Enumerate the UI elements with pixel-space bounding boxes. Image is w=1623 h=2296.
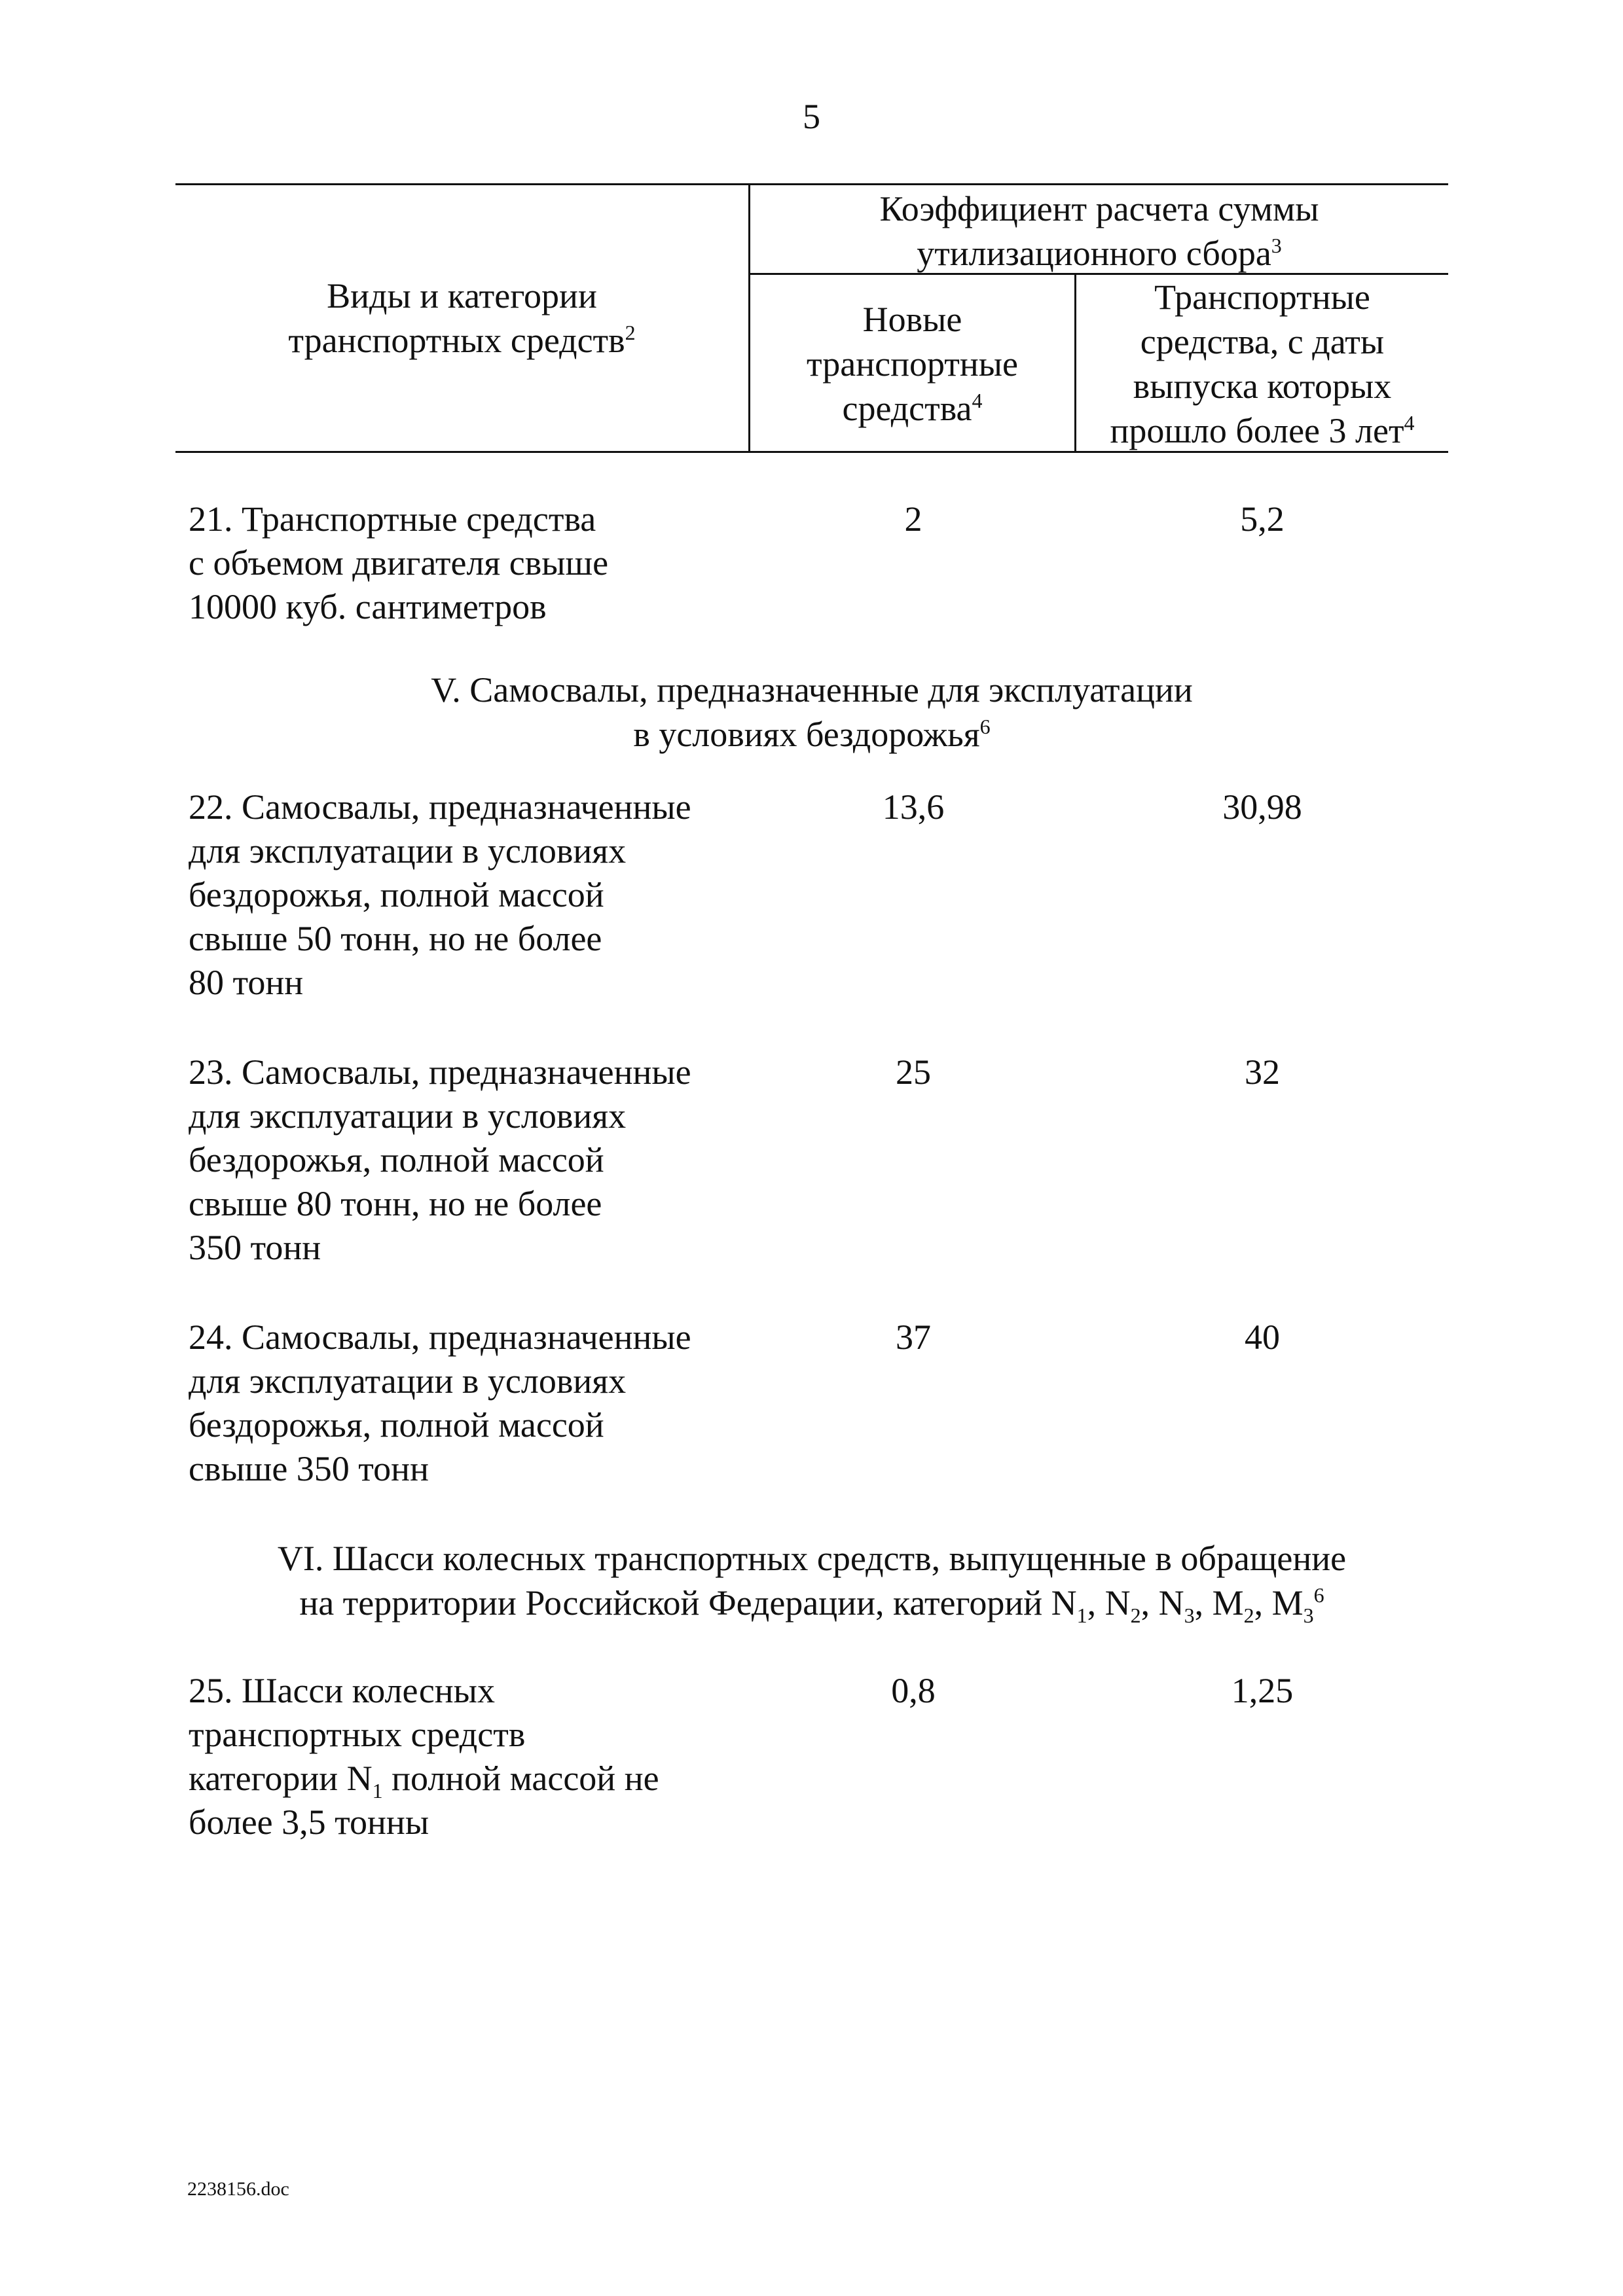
subscript-n1-row25: 1 [372,1778,383,1803]
row-24-label [189,1316,752,1491]
row-22-line2: для эксплуатации в условиях [189,831,627,870]
row-23-old-value: 32 [1245,1052,1280,1092]
section-vi-sep1: , N [1087,1583,1131,1623]
file-name-footer: 2238156.doc [187,2178,289,2200]
row-22-line3: бездорожья, полной массой [189,875,604,914]
subscript-m3: 3 [1303,1603,1314,1627]
section-v-title [175,668,1448,757]
subscript-m2: 2 [1243,1603,1254,1627]
header-old-vehicles [1076,275,1448,453]
row-23-line4: свыше 80 тонн, но не более [189,1184,602,1223]
subscript-n1: 1 [1076,1603,1087,1627]
header-kinds-line1: Виды и категории [327,276,597,315]
header-vehicle-kinds [175,185,750,451]
footnote-ref-4b: 4 [1404,411,1415,435]
header-old-line3: выпуска которых [1133,367,1392,406]
row-23-label [189,1050,752,1270]
row-23-line2: для эксплуатации в условиях [189,1096,627,1136]
header-coef-line2: утилизационного сбора [917,234,1271,273]
row-25-old-value: 1,25 [1231,1671,1294,1710]
row-24-line3: бездорожья, полной массой [189,1405,604,1444]
header-coef-line1: Коэффициент расчета суммы [879,189,1319,228]
section-vi-sep3: , M [1194,1583,1244,1623]
header-new-line3: средства [842,389,972,428]
subscript-n2: 2 [1130,1603,1141,1627]
header-new-line2: транспортные [806,344,1019,384]
footnote-ref-6b: 6 [1313,1583,1324,1607]
row-25-line3-pre: категории N [189,1759,373,1798]
row-22-line4: свыше 50 тонн, но не более [189,919,602,958]
header-coefficient [750,185,1448,275]
table-header [175,183,1448,453]
row-22-label [189,785,752,1005]
section-vi-line2 [299,1583,1324,1627]
header-new-vehicles [750,275,1076,453]
row-23-line5: 350 тонн [189,1228,321,1267]
row-22-line1: 22. Самосвалы, предназначенные [189,787,691,827]
row-22-new-value: 13,6 [882,787,945,827]
section-vi-sep2: , N [1140,1583,1184,1623]
row-22-line5: 80 тонн [189,963,304,1002]
row-24-line1: 24. Самосвалы, предназначенные [189,1318,691,1357]
row-24-line4: свыше 350 тонн [189,1449,429,1488]
row-21-label [189,497,752,629]
section-vi-title [162,1536,1461,1625]
row-23-line3: бездорожья, полной массой [189,1140,604,1179]
footnote-ref-2: 2 [625,321,636,344]
row-24-line2: для эксплуатации в условиях [189,1361,627,1401]
footnote-ref-3: 3 [1271,234,1282,257]
row-21-line2: с объемом двигателя свыше [189,543,609,583]
row-25-line2: транспортных средств [189,1715,526,1754]
row-25-line3 [189,1759,659,1803]
section-vi-line1: VI. Шасси колесных транспортных средств, выпущенные в обращение [277,1539,1347,1578]
row-24-old-value: 40 [1245,1318,1280,1357]
row-23-new-value: 25 [896,1052,931,1092]
header-old-line2: средства, с даты [1140,322,1385,361]
row-23-line1: 23. Самосвалы, предназначенные [189,1052,691,1092]
row-21-line3: 10000 куб. сантиметров [189,587,547,626]
row-22-old-value: 30,98 [1222,787,1302,827]
section-vi-line2-text: на территории Российской Федерации, категорий N [299,1583,1077,1623]
row-25-line4: более 3,5 тонны [189,1803,429,1842]
row-25-line1: 25. Шасси колесных [189,1671,495,1710]
row-21-old-value: 5,2 [1240,499,1285,539]
section-vi-sep4: , M [1254,1583,1304,1623]
row-24-new-value: 37 [896,1318,931,1357]
header-old-line1: Транспортные [1154,278,1370,317]
subscript-n3: 3 [1184,1603,1195,1627]
row-25-label [189,1669,752,1844]
row-21-new-value: 2 [904,499,922,539]
section-v-line2: в условиях бездорожья [633,715,980,754]
footnote-ref-4: 4 [972,389,983,412]
header-kinds-line2: транспортных средств [288,321,625,360]
section-v-line1: V. Самосвалы, предназначенные для эксплуатации [431,670,1193,709]
row-25-new-value: 0,8 [891,1671,936,1710]
footnote-ref-6: 6 [979,715,991,738]
header-new-line1: Новые [862,300,962,339]
page-number: 5 [803,97,820,136]
row-21-line1: 21. Транспортные средства [189,499,596,539]
row-25-line3-post: полной массой не [382,1759,659,1798]
header-old-line4: прошло более 3 лет [1110,411,1404,450]
